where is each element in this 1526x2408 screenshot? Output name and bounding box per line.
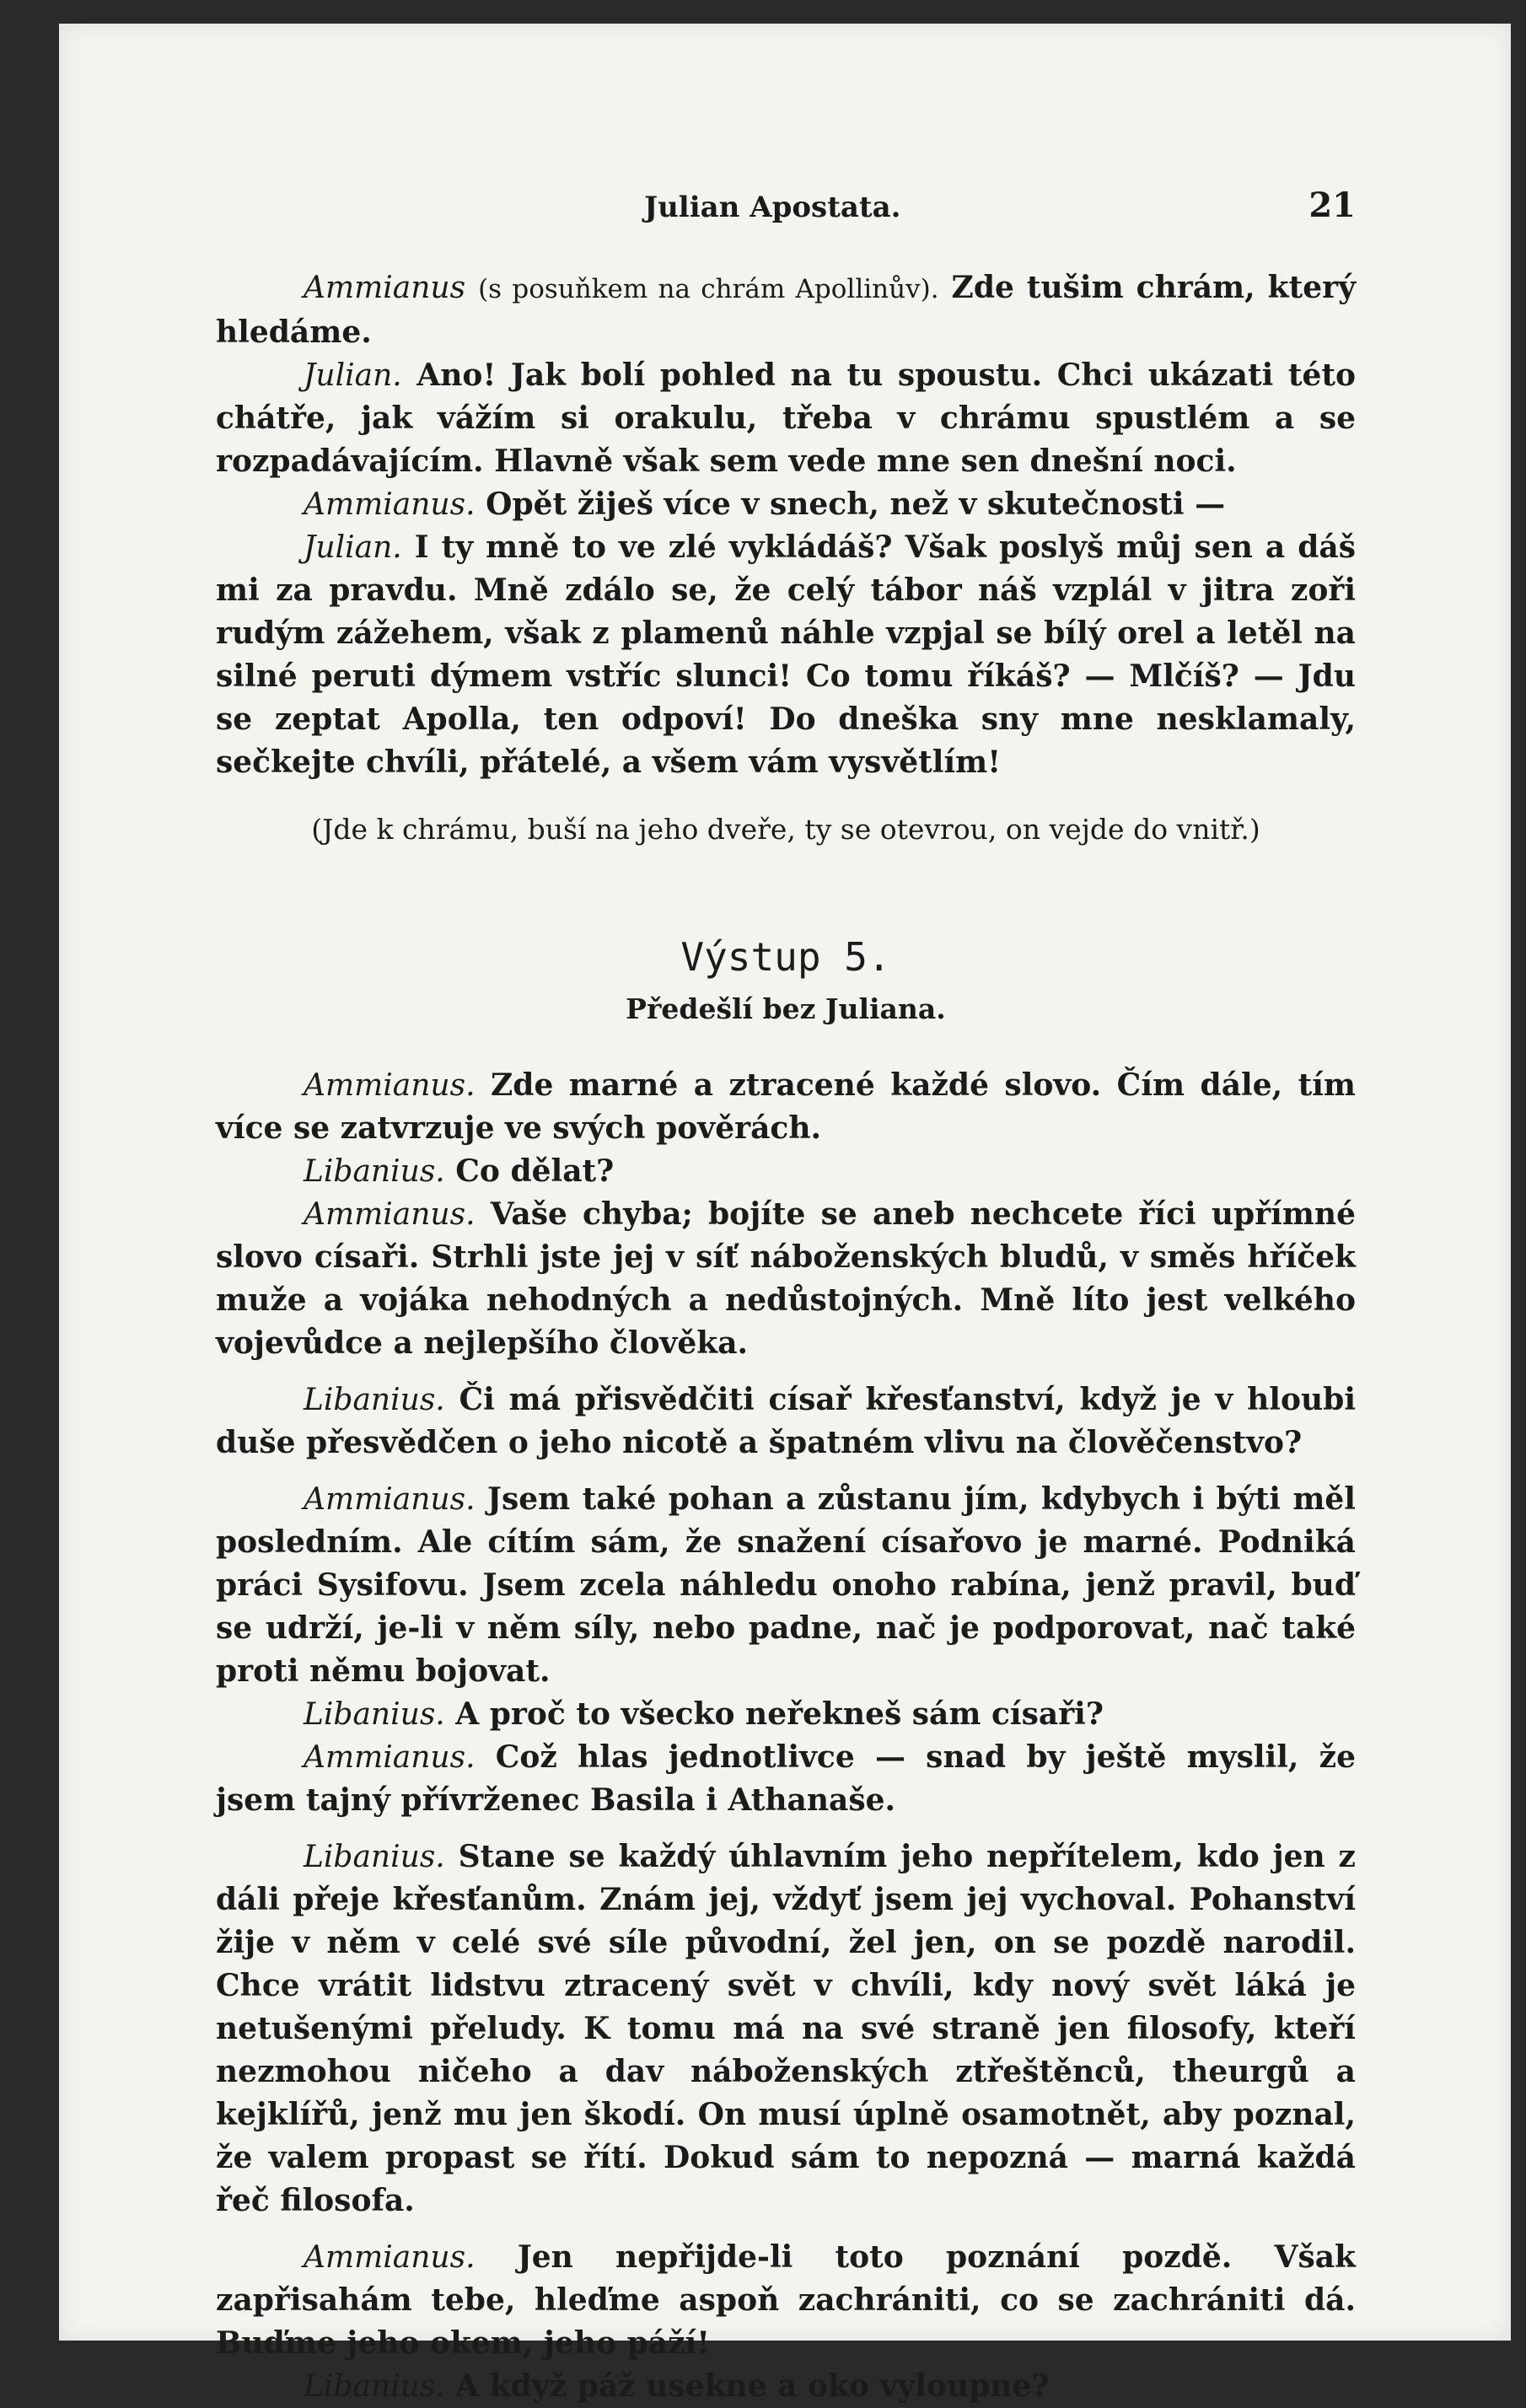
dialogue-paragraph <box>216 1736 1356 1822</box>
speech-text: A když páž usekne a oko vyloupne? <box>455 2368 1050 2404</box>
speech-text: Jsem také pohan a zůstanu jím, kdybych i býti měl posledním. Ale cítím sám, že snažení císařovo je marné. Podniká práci Sysifovu. Jsem zcela náhledu onoho rabína, jenž pravil, buď se udrží, je-li v něm síly, nebo padne, nač je podporovat, nač také proti němu bojovat. <box>216 1481 1356 1689</box>
speaker-name: Ammianus. <box>304 2240 476 2275</box>
speech-paragraph <box>216 483 1356 526</box>
speech-text: Či má přisvědčiti císař křesťanství, když je v hloubi duše přesvědčen o jeho nicotě a špatném vlivu na člověčenstvo? <box>216 1382 1356 1460</box>
page-number: 21 <box>1308 185 1356 225</box>
dialogue-paragraph <box>216 2365 1356 2408</box>
speech-paragraph <box>216 354 1356 483</box>
dialogue-paragraph <box>216 1150 1356 1193</box>
speaker-name: Julian. <box>304 530 402 565</box>
dialogue-paragraph <box>216 1064 1356 1150</box>
speaker-name: Ammianus. <box>304 487 476 522</box>
dialogue-paragraph <box>216 1478 1356 1693</box>
running-header <box>216 184 1356 229</box>
page-content <box>216 184 1356 2408</box>
speaker-name: Ammianus. <box>304 1482 476 1517</box>
dialogue-paragraph <box>216 1379 1356 1465</box>
speaker-name: Ammianus <box>304 271 466 305</box>
book-page <box>59 24 1511 2404</box>
dialogue-paragraph <box>216 1693 1356 1736</box>
speech-text: Jen nepřijde-li toto poznání pozdě. Však zapřisahám tebe, hleďme aspoň zachrániti, co se zachrániti dá. Buďme jeho okem, jeho páží! <box>216 2239 1356 2361</box>
speech-text: Opět žiješ více v snech, než v skutečnosti — <box>486 486 1226 522</box>
speaker-name: Julian. <box>304 358 402 393</box>
running-title: Julian Apostata. <box>644 191 901 224</box>
speech-text: A proč to všecko neřekneš sám císaři? <box>455 1696 1104 1732</box>
stage-direction: (Jde k chrámu, buší na jeho dveře, ty se otevrou, on vejde do vnitř.) <box>311 813 1260 846</box>
scene-title: Výstup 5. <box>680 934 891 980</box>
speaker-direction: (s posuňkem na chrám Apollinův). <box>478 274 939 304</box>
speech-text: Zde marné a ztracené každé slovo. Čím dále, tím více se zatvrzuje ve svých pověrách. <box>216 1067 1356 1146</box>
speaker-name: Libanius. <box>304 1840 445 1874</box>
speaker-name: Libanius. <box>304 2369 445 2404</box>
scene-subtitle: Předešlí bez Juliana. <box>626 992 946 1025</box>
speech-text: Což hlas jednotlivce — snad by ještě myslil, že jsem tajný přívrženec Basila i Athanaše. <box>216 1739 1356 1818</box>
speaker-name: Ammianus. <box>304 1068 476 1103</box>
speech-text: Vaše chyba; bojíte se aneb nechcete říci upřímné slovo císaři. Strhli jste jej v síť náboženských bludů, v směs hříček muže a vojáka nehodných a nedůstojných. Mně líto jest velkého vojevůdce a nejlepšího člověka. <box>216 1196 1356 1361</box>
speech-text: I ty mně to ve zlé vykládáš? Však poslyš můj sen a dáš mi za pravdu. Mně zdálo se, že celý tábor náš vzplál v jitra zoři rudým zážehem, však z plamenů náhle vzpjal se bílý orel a letěl na silné peruti dýmem vstříc slunci! Co tomu říkáš? — Mlčíš? — Jdu se zeptat Apolla, ten odpoví! Do dneška sny mne nesklamaly, sečkejte chvíli, přátelé, a všem vám vysvětlím! <box>216 529 1356 780</box>
speech-text: Co dělat? <box>455 1153 615 1189</box>
speaker-name: Ammianus. <box>304 1740 476 1775</box>
dialogue-paragraph <box>216 2236 1356 2365</box>
speaker-name: Ammianus. <box>304 1197 476 1232</box>
speech-text: Ano! Jak bolí pohled na tu spoustu. Chci ukázati této chátře, jak vážím si orakulu, třeba v chrámu spustlém a se rozpadávajícím. Hlavně však sem vede mne sen dnešní noci. <box>216 357 1356 479</box>
speech-text: Stane se každý úhlavním jeho nepřítelem, kdo jen z dáli přeje křesťanům. Znám jej, vždyť jsem jej vychoval. Pohanství žije v něm v celé své síle původní, žel jen, on se pozdě narodil. Chce vrátit lidstvu ztracený svět v chvíli, kdy nový svět láká je netušenými přeludy. K tomu má na své straně jen filosofy, kteří nezmohou ničeho a dav náboženských ztřeštěnců, theurgů a kejklířů, jenž mu jen škodí. On musí úplně osamotnět, aby poznal, že valem propast se řítí. Dokud sám to nepozná — marná každá řeč filosofa. <box>216 1839 1356 2218</box>
speaker-name: Libanius. <box>304 1154 445 1189</box>
dialogue-paragraph <box>216 1193 1356 1365</box>
speaker-name: Libanius. <box>304 1697 445 1732</box>
speech-paragraph <box>216 526 1356 784</box>
speech-paragraph <box>216 266 1356 354</box>
speech-text: Zde tušim chrám, který hledáme. <box>216 270 1356 350</box>
speaker-name: Libanius. <box>304 1383 445 1417</box>
dialogue-paragraph <box>216 1836 1356 2223</box>
